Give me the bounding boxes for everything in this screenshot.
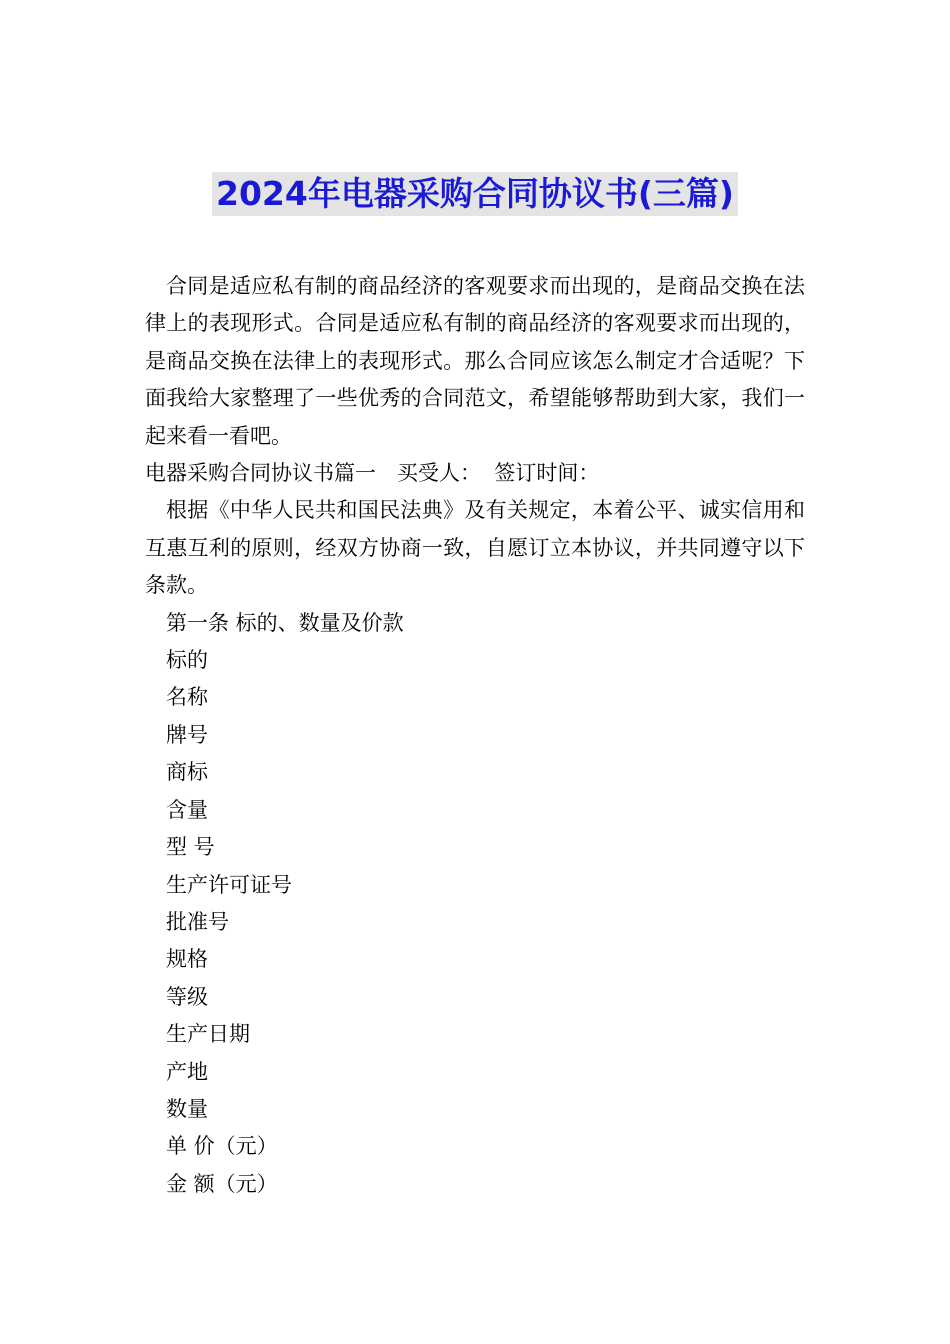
list-item: 型 号: [166, 835, 215, 860]
list-item: 产地: [166, 1059, 208, 1084]
article-heading: 第一条 标的、数量及价款: [166, 610, 404, 635]
list-item: 生产日期: [166, 1022, 250, 1047]
list-item: 商标: [166, 760, 208, 785]
intro-paragraph: 合同是适应私有制的商品经济的客观要求而出现的，是商品交换在法律上的表现形式。合同是适应私有制的商品经济的客观要求而出现的，是商品交换在法律上的表现形式。那么合同应该怎么制定才合适呢？下面我给大家整理了一些优秀的合同范文，希望能够帮助到大家，我们一起来看一看吧。: [145, 274, 805, 448]
list-item: 等级: [166, 984, 208, 1009]
title-container: [0, 172, 950, 216]
document-title: 2024年电器采购合同协议书(三篇): [212, 172, 738, 216]
list-item: 含量: [166, 797, 208, 822]
list-item: 数量: [166, 1096, 208, 1121]
list-item: 金 额（元）: [166, 1171, 278, 1196]
list-item: 批准号: [166, 909, 229, 934]
section-heading: 电器采购合同协议书篇一 买受人： 签订时间：: [145, 461, 600, 486]
document-body: [145, 268, 805, 1203]
list-item: 牌号: [166, 722, 208, 747]
list-item: 标的: [166, 648, 208, 673]
list-item: 规格: [166, 947, 208, 972]
basis-paragraph: 根据《中华人民共和国民法典》及有关规定，本着公平、诚实信用和互惠互利的原则，经双方协商一致，自愿订立本协议，并共同遵守以下条款。: [145, 498, 805, 598]
list-item: 名称: [166, 685, 208, 710]
list-item: 生产许可证号: [166, 872, 292, 897]
list-item: 单 价（元）: [166, 1134, 278, 1159]
